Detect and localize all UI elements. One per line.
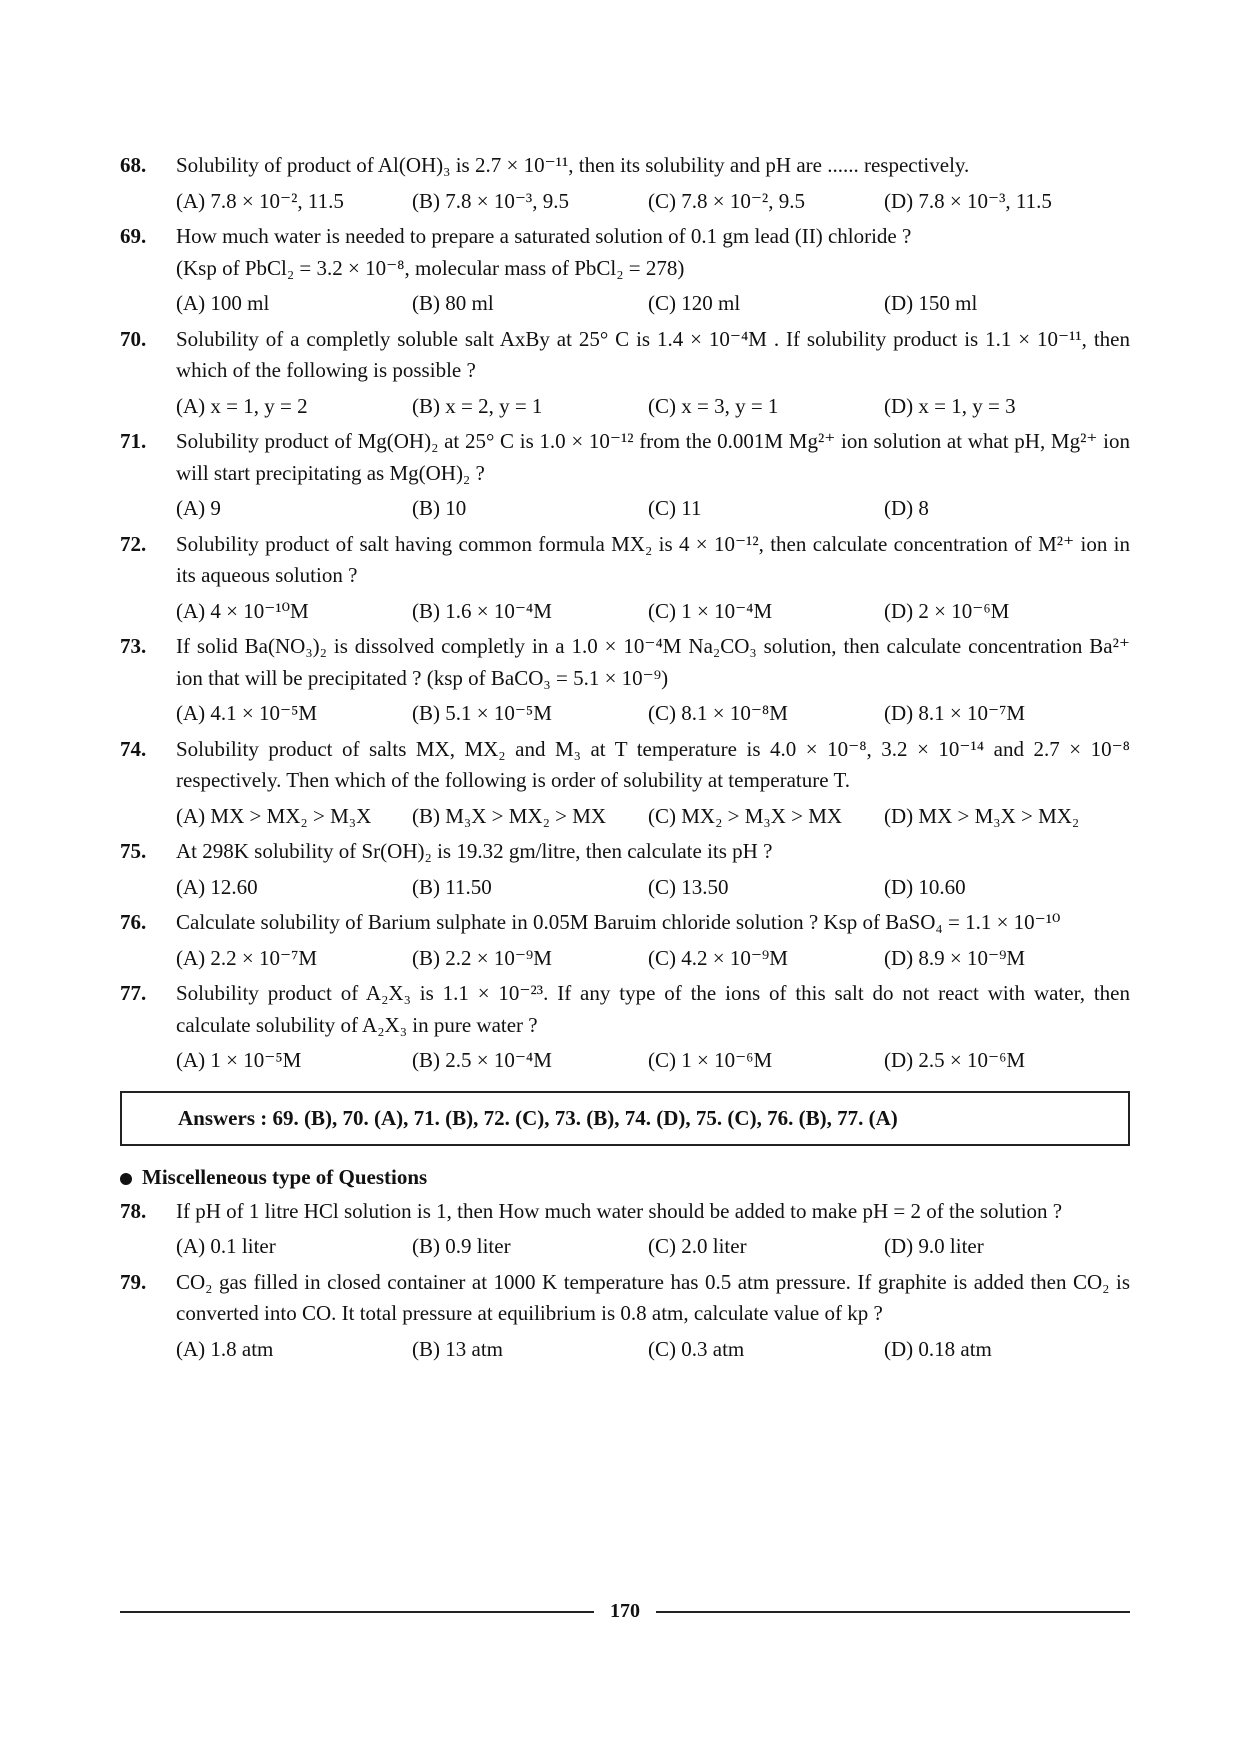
option-a: (A) 1.8 atm [176, 1336, 274, 1361]
section-heading [120, 1162, 1130, 1194]
question-68 [120, 150, 1130, 217]
question-text: CO₂ gas filled in closed container at 1000 K temperature has 0.5 atm pressure. If graphite is added then CO₂ is converted into CO. It total pressure at equilibrium is 0.8 atm, calculate value of kp ? [176, 1269, 1130, 1325]
question-text: Solubility of product of Al(OH)₃ is 2.7 × 10⁻¹¹, then its solubility and pH are ...... respectively. [176, 153, 970, 177]
question-number: 76. [120, 910, 147, 934]
question-76 [120, 907, 1130, 974]
option-d: (D) 9.0 liter [884, 1234, 984, 1258]
option-d: (D) 10.60 [884, 874, 966, 899]
option-c: (C) 1 × 10⁻⁶M [648, 1048, 773, 1072]
option-b: (B) 10 [412, 496, 467, 520]
option-d: (D) MX > M₃X > MX₂ [884, 803, 1080, 828]
option-c: (C) 4.2 × 10⁻⁹M [648, 945, 788, 970]
question-number: 70. [120, 326, 147, 351]
question-number: 79. [120, 1269, 147, 1294]
question-number: 75. [120, 839, 147, 863]
option-b: (B) 13 atm [412, 1336, 503, 1361]
question-page [120, 150, 1130, 1369]
option-b: (B) 5.1 × 10⁻⁵M [412, 701, 552, 725]
option-a: (A) x = 1, y = 2 [176, 393, 308, 418]
option-b: (B) 7.8 × 10⁻³, 9.5 [412, 188, 569, 213]
option-d: (D) 8.1 × 10⁻⁷M [884, 701, 1026, 725]
option-c: (C) x = 3, y = 1 [648, 393, 779, 418]
question-79 [120, 1267, 1130, 1366]
option-c: (C) 8.1 × 10⁻⁸M [648, 701, 788, 725]
option-c: (C) 2.0 liter [648, 1234, 747, 1258]
question-number: 68. [120, 153, 147, 177]
question-69 [120, 221, 1130, 320]
option-b: (B) 80 ml [412, 291, 494, 315]
question-text: Solubility product of salts MX, MX₂ and M₃ at T temperature is 4.0 × 10⁻⁸, 3.2 × 10⁻¹⁴ and 2.7 × 10⁻⁸ respectively. Then which of the following is order of solubility at temperature T. [176, 736, 1130, 792]
answer-key-box [120, 1091, 1130, 1147]
question-number: 73. [120, 634, 147, 658]
option-c: (C) 13.50 [648, 874, 729, 899]
question-number: 69. [120, 224, 147, 248]
option-a: (A) 4 × 10⁻¹⁰M [176, 598, 309, 623]
option-a: (A) 9 [176, 496, 221, 520]
option-c: (C) 1 × 10⁻⁴M [648, 598, 773, 623]
question-text: Solubility product of salt having common formula MX₂ is 4 × 10⁻¹², then calculate concentration of M²⁺ ion in its aqueous solution ? [176, 531, 1130, 587]
option-a: (A) 100 ml [176, 291, 270, 315]
question-text: How much water is needed to prepare a saturated solution of 0.1 gm lead (II) chloride ? [176, 224, 912, 248]
bullet-icon [120, 1173, 132, 1185]
option-d: (D) x = 1, y = 3 [884, 393, 1016, 418]
question-number: 77. [120, 981, 147, 1005]
option-c: (C) MX₂ > M₃X > MX [648, 803, 843, 828]
question-number: 71. [120, 429, 147, 453]
question-text: Solubility of a completly soluble salt AxBy at 25° C is 1.4 × 10⁻⁴M . If solubility product is 1.1 × 10⁻¹¹, then which of the following is possible ? [176, 326, 1130, 382]
question-number: 72. [120, 531, 147, 556]
question-71 [120, 426, 1130, 525]
option-d: (D) 8 [884, 496, 929, 520]
question-text-line2: (Ksp of PbCl₂ = 3.2 × 10⁻⁸, molecular mass of PbCl₂ = 278) [176, 255, 685, 280]
question-74 [120, 734, 1130, 833]
option-b: (B) 2.5 × 10⁻⁴M [412, 1048, 552, 1072]
option-b: (B) 0.9 liter [412, 1234, 511, 1258]
option-b: (B) 11.50 [412, 874, 492, 899]
option-c: (C) 120 ml [648, 291, 741, 315]
option-a: (A) 7.8 × 10⁻², 11.5 [176, 188, 344, 213]
option-b: (B) x = 2, y = 1 [412, 393, 543, 418]
option-c: (C) 7.8 × 10⁻², 9.5 [648, 188, 805, 213]
option-b: (B) M₃X > MX₂ > MX [412, 803, 607, 828]
page-footer [120, 1600, 1130, 1623]
question-text: Solubility product of A₂X₃ is 1.1 × 10⁻²³. If any type of the ions of this salt do not react with water, then calculate solubility of A₂X₃ in pure water ? [176, 981, 1130, 1037]
question-number: 78. [120, 1198, 147, 1223]
option-a: (A) 0.1 liter [176, 1234, 276, 1258]
question-70 [120, 324, 1130, 423]
option-b: (B) 1.6 × 10⁻⁴M [412, 598, 552, 623]
question-73 [120, 631, 1130, 730]
option-a: (A) 2.2 × 10⁻⁷M [176, 945, 318, 970]
answer-key-text: Answers : 69. (B), 70. (A), 71. (B), 72. (C), 73. (B), 74. (D), 75. (C), 76. (B), 77. (A) [178, 1105, 898, 1130]
option-c: (C) 0.3 atm [648, 1336, 745, 1361]
option-d: (D) 7.8 × 10⁻³, 11.5 [884, 188, 1052, 213]
section-heading-text: Miscelleneous type of Questions [142, 1165, 428, 1189]
option-c: (C) 11 [648, 496, 702, 520]
option-d: (D) 0.18 atm [884, 1336, 992, 1361]
page-number: 170 [610, 1600, 640, 1622]
question-text: Solubility product of Mg(OH)₂ at 25° C is 1.0 × 10⁻¹² from the 0.001M Mg²⁺ ion solution at what pH, Mg²⁺ ion will start precipitating as Mg(OH)₂ ? [176, 429, 1130, 485]
footer-divider [656, 1611, 1130, 1613]
question-text: If solid Ba(NO₃)₂ is dissolved completly in a 1.0 × 10⁻⁴M Na₂CO₃ solution, then calculate concentration Ba²⁺ ion that will be precipitated ? (ksp of BaCO₃ = 5.1 × 10⁻⁹) [176, 634, 1130, 690]
option-a: (A) 12.60 [176, 874, 258, 899]
option-a: (A) 4.1 × 10⁻⁵M [176, 701, 318, 725]
question-78 [120, 1196, 1130, 1263]
option-d: (D) 8.9 × 10⁻⁹M [884, 945, 1026, 970]
option-d: (D) 2.5 × 10⁻⁶M [884, 1048, 1026, 1072]
option-d: (D) 150 ml [884, 291, 978, 315]
question-77 [120, 978, 1130, 1077]
question-number: 74. [120, 736, 147, 761]
option-d: (D) 2 × 10⁻⁶M [884, 598, 1010, 623]
question-75 [120, 836, 1130, 903]
option-a: (A) MX > MX₂ > M₃X [176, 803, 372, 828]
question-text: If pH of 1 litre HCl solution is 1, then How much water should be added to make pH = 2 of the solution ? [176, 1198, 1063, 1223]
option-a: (A) 1 × 10⁻⁵M [176, 1048, 302, 1072]
option-b: (B) 2.2 × 10⁻⁹M [412, 945, 552, 970]
footer-divider [120, 1611, 594, 1613]
question-text: At 298K solubility of Sr(OH)₂ is 19.32 gm/litre, then calculate its pH ? [176, 839, 773, 863]
question-text: Calculate solubility of Barium sulphate in 0.05M Baruim chloride solution ? Ksp of BaSO₄ = 1.1 × 10⁻¹⁰ [176, 910, 1061, 934]
question-72 [120, 529, 1130, 628]
